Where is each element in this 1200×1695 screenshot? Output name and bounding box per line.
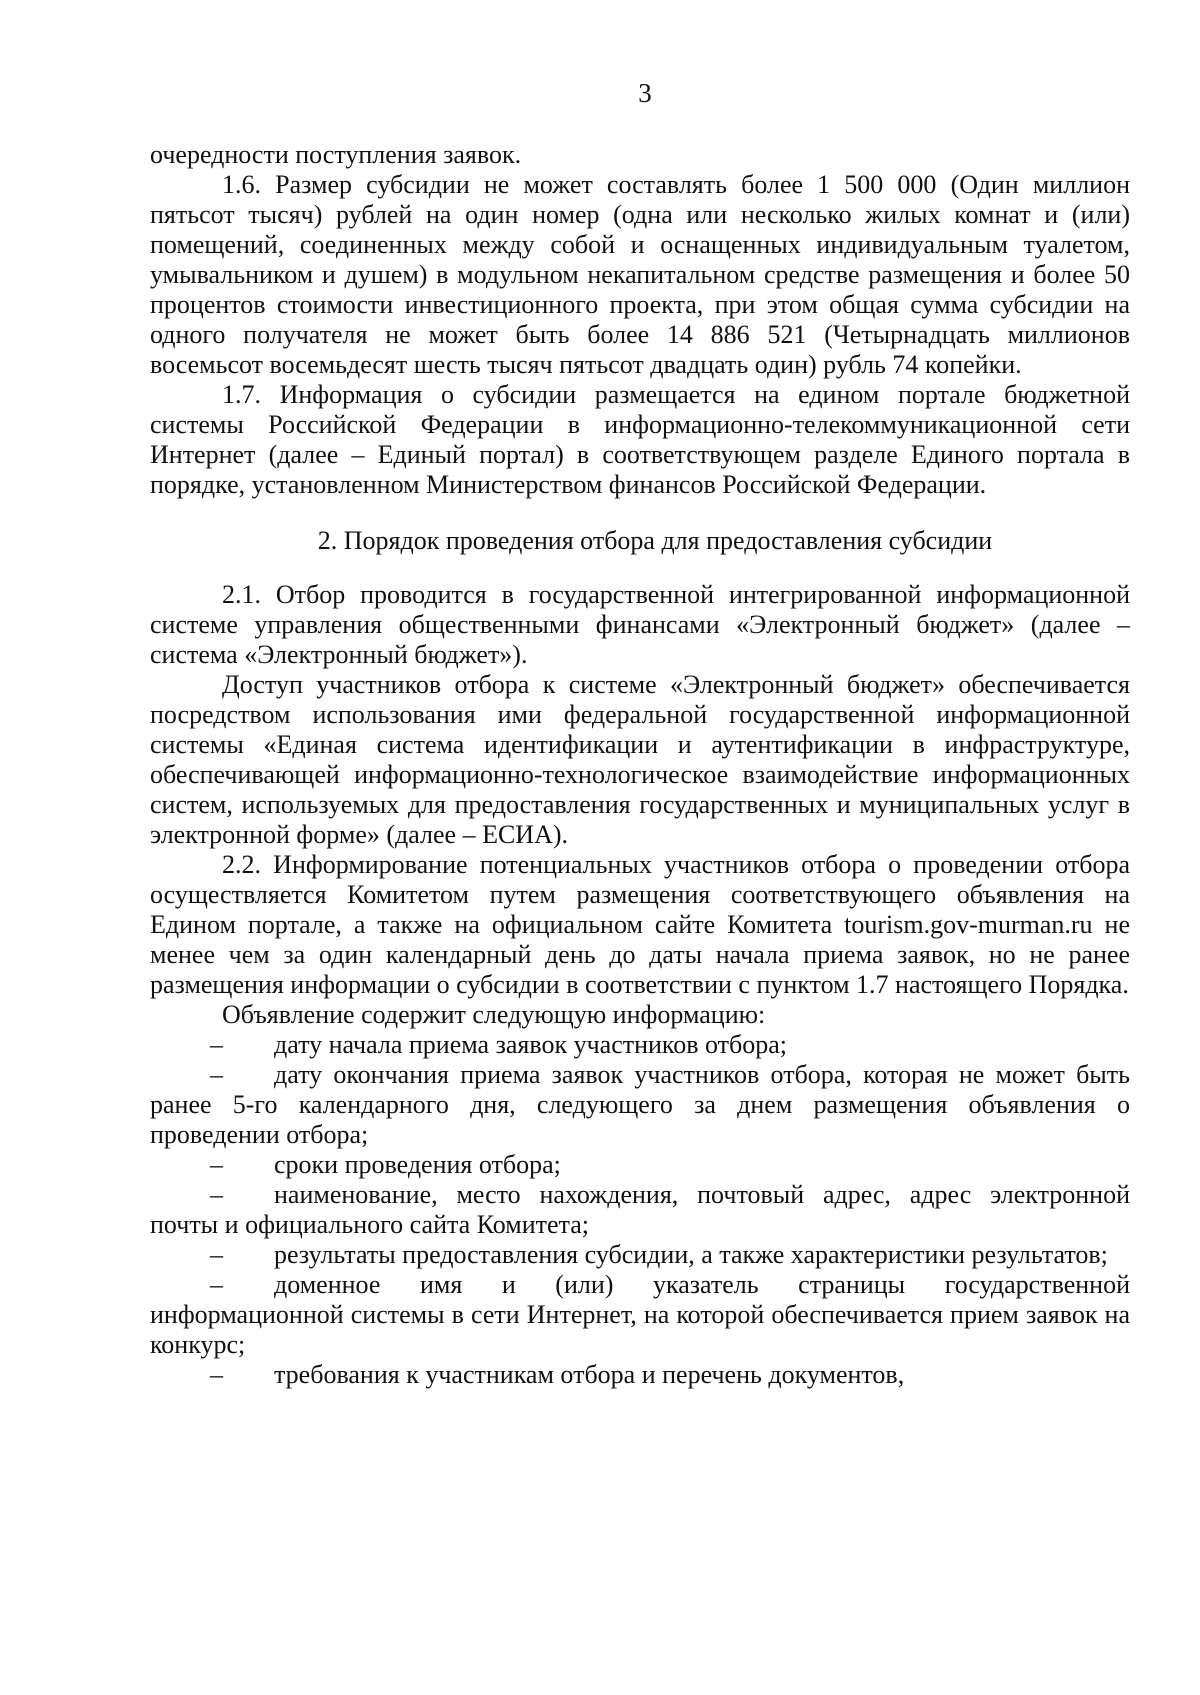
list-item <box>150 1060 1130 1150</box>
list-item-text: доменное имя и (или) указатель страницы государственной информационной системы в сети Интернет, на которой обеспечивается прием заявок на конкурс; <box>150 1270 1130 1359</box>
document-body <box>150 140 1130 1390</box>
dash-marker: – <box>210 1240 223 1269</box>
dash-marker: – <box>210 1360 223 1389</box>
paragraph-announcement-intro: Объявление содержит следующую информацию: <box>222 1000 766 1029</box>
list-item-text: дату окончания приема заявок участников отбора, которая не может быть ранее 5-го календарного дня, следующего за днем размещения объявления о проведении отбора; <box>150 1060 1130 1149</box>
paragraph-2-1: 2.1. Отбор проводится в государственной интегрированной информационной системе управления общественными финансами «Электронный бюджет» (далее – система «Электронный бюджет»). <box>150 580 1130 669</box>
paragraph-2-1-access: Доступ участников отбора к системе «Электронный бюджет» обеспечивается посредством использования ими федеральной государственной информационной системы «Единая система идентификации и аутентификации в инфраструктуре, обеспечивающей информационно-технологическое взаимодействие информационных систем, используемых для предоставления государственных и муниципальных услуг в электронной форме» (далее – ЕСИА). <box>150 670 1130 849</box>
paragraph-1-6: 1.6. Размер субсидии не может составлять более 1 500 000 (Один миллион пятьсот тысяч) рублей на один номер (одна или несколько жилых комнат и (или) помещений, соединенных между собой и оснащенных индивидуальным туалетом, умывальником и душем) в модульном некапитальном средстве размещения и более 50 процентов стоимости инвестиционного проекта, при этом общая сумма субсидии на одного получателя не может быть более 14 886 521 (Четырнадцать миллионов восемьсот восемьдесят шесть тысяч пятьсот двадцать один) рубль 74 копейки. <box>150 170 1130 379</box>
paragraph-1-7: 1.7. Информация о субсидии размещается на едином портале бюджетной системы Российской Федерации в информационно-телекоммуникационной сети Интернет (далее – Единый портал) в соответствующем разделе Единого портала в порядке, установленном Министерством финансов Российской Федерации. <box>150 380 1130 499</box>
list-item-text: результаты предоставления субсидии, а также характеристики результатов; <box>274 1240 1108 1269</box>
dash-marker: – <box>210 1270 223 1299</box>
list-item <box>150 1180 1130 1240</box>
section-heading: 2. Порядок проведения отбора для предоставления субсидии <box>317 526 993 555</box>
dash-marker: – <box>210 1060 223 1089</box>
list-item <box>150 1270 1130 1360</box>
list-item <box>150 1360 1130 1390</box>
page-number: 3 <box>638 78 652 108</box>
paragraph-continuation: очередности поступления заявок. <box>150 140 522 169</box>
paragraph-2-2: 2.2. Информирование потенциальных участников отбора о проведении отбора осуществляется Комитетом путем размещения соответствующего объявления на Едином портале, а также на официальном сайте Комитета tourism.gov-murman.ru не менее чем за один календарный день до даты начала приема заявок, но не ранее размещения информации о субсидии в соответствии с пунктом 1.7 настоящего Порядка. <box>150 850 1130 999</box>
list-item-text: дату начала приема заявок участников отбора; <box>274 1030 788 1059</box>
list-item <box>150 1150 1130 1180</box>
list-item-text: наименование, место нахождения, почтовый адрес, адрес электронной почты и официального сайта Комитета; <box>150 1180 1130 1239</box>
list-item-text: требования к участникам отбора и перечень документов, <box>274 1360 905 1389</box>
list-item-text: сроки проведения отбора; <box>274 1150 561 1179</box>
dash-marker: – <box>210 1150 223 1179</box>
dash-marker: – <box>210 1180 223 1209</box>
dash-marker: – <box>210 1030 223 1059</box>
list-item <box>150 1030 1130 1060</box>
list-item <box>150 1240 1130 1270</box>
